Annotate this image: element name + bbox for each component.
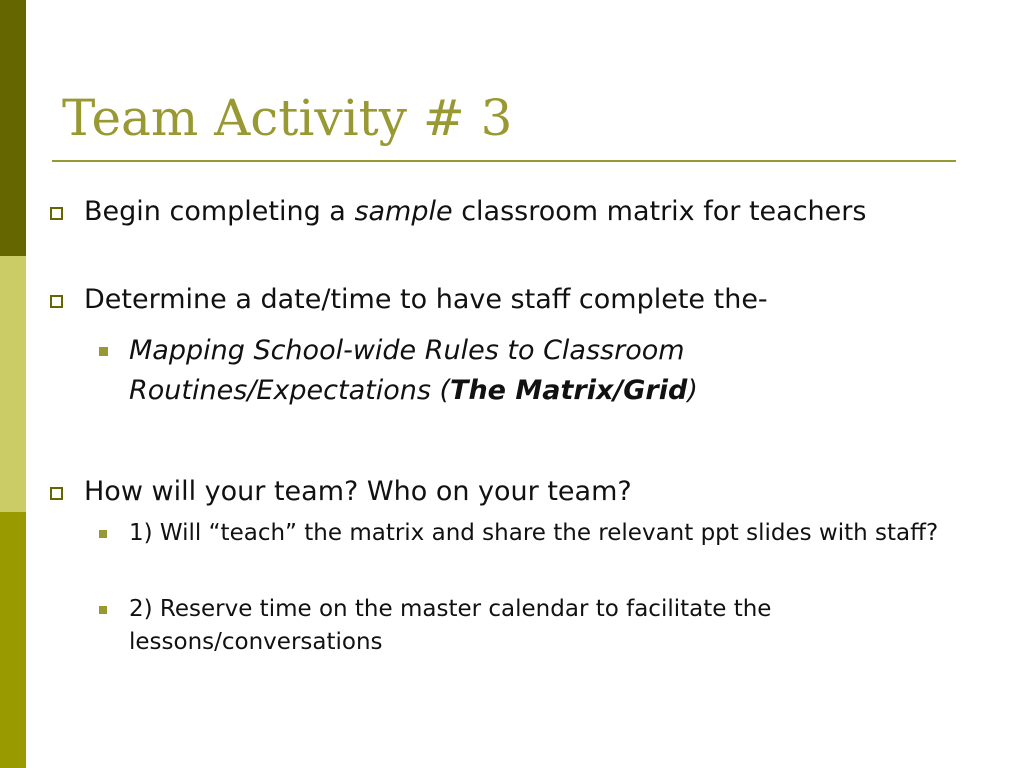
filled-square-bullet-icon [99, 606, 107, 614]
slide-title: Team Activity # 3 [62, 89, 513, 147]
side-accent-bar [0, 0, 26, 768]
hollow-square-bullet-icon [50, 295, 63, 308]
side-bar-segment-mid [0, 512, 26, 768]
sub-bullet-teach-matrix [129, 517, 989, 550]
hollow-square-bullet-icon [50, 487, 63, 500]
side-bar-segment-dark [0, 0, 26, 256]
bullet-text-before: Begin completing a [84, 196, 355, 227]
side-bar-segment-light [0, 256, 26, 512]
hollow-square-bullet-icon [50, 207, 63, 220]
sub-bullet-text: 2) Reserve time on the master calendar to facilitate the lessons/conversations [129, 596, 772, 655]
bullet-text-after: classroom matrix for teachers [452, 196, 867, 227]
bullet-text: How will your team? Who on your team? [84, 476, 632, 507]
sub-bullet-reserve-time [129, 593, 989, 659]
bullet-text-emphasis: sample [354, 196, 453, 227]
sub-bullet-text: 1) Will “teach” the matrix and share the relevant ppt slides with staff? [129, 520, 939, 546]
bullet-how-will-team [84, 472, 984, 512]
bullet-text: Determine a date/time to have staff complete the- [84, 284, 768, 315]
sub-bullet-italic-text: Mapping School-wide Rules to Classroom Routines/Expectations ( [129, 335, 685, 406]
filled-square-bullet-icon [99, 530, 107, 538]
filled-square-bullet-icon [99, 347, 108, 356]
title-underline [52, 160, 956, 162]
sub-bullet-bold-text: The Matrix/Grid [450, 375, 688, 406]
sub-bullet-close-paren: ) [687, 375, 698, 406]
bullet-begin-completing [84, 192, 984, 232]
bullet-determine-date [84, 280, 984, 320]
sub-bullet-mapping-rules [129, 331, 989, 411]
